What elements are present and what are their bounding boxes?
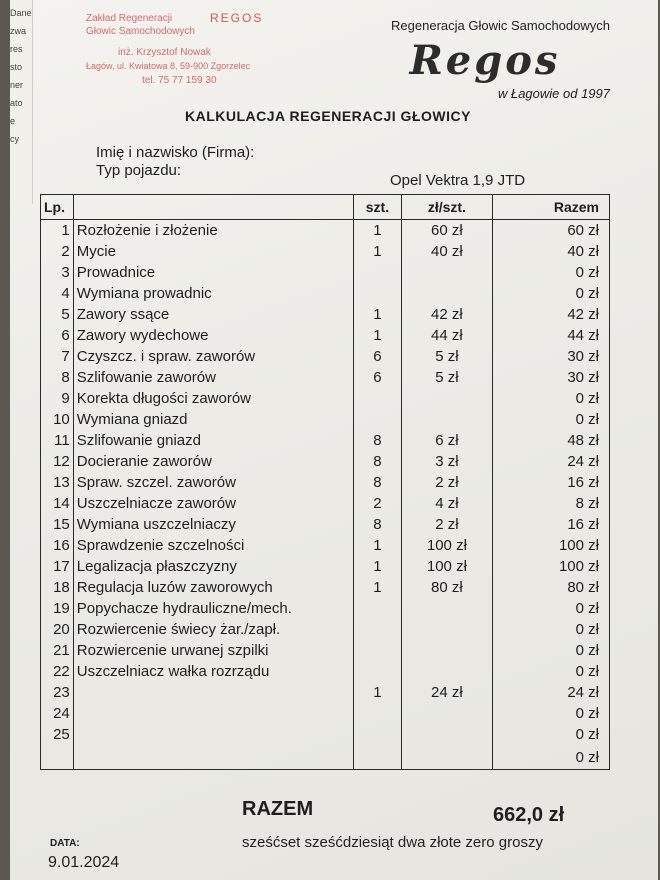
row-total: 60 zł <box>492 220 609 242</box>
row-unit-price: 42 zł <box>401 304 492 325</box>
row-total: 8 zł <box>492 493 609 514</box>
table-row <box>41 514 610 535</box>
row-quantity <box>353 640 401 661</box>
total-in-words: sześćset sześćdziesiąt dwa złote zero groszy <box>242 834 543 851</box>
calculation-table <box>40 194 610 770</box>
row-quantity: 1 <box>353 577 401 598</box>
row-unit-price: 5 zł <box>401 346 492 367</box>
table-row <box>41 262 610 283</box>
row-total: 16 zł <box>492 514 609 535</box>
row-quantity: 1 <box>353 220 401 242</box>
table-row <box>41 346 610 367</box>
row-number: 20 <box>41 619 74 640</box>
row-total: 44 zł <box>492 325 609 346</box>
row-number: 14 <box>41 493 74 514</box>
row-quantity <box>353 724 401 745</box>
table-row <box>41 388 610 409</box>
edge-fragment: ato <box>10 98 23 108</box>
row-number: 21 <box>41 640 74 661</box>
row-operation: Wymiana prowadnic <box>73 283 353 304</box>
row-quantity <box>353 619 401 640</box>
row-total: 0 zł <box>492 283 609 304</box>
row-unit-price <box>401 640 492 661</box>
row-operation: Zawory wydechowe <box>73 325 353 346</box>
table-row <box>41 220 610 242</box>
company-since: w Łagowie od 1997 <box>497 86 610 101</box>
company-header <box>360 18 610 101</box>
table-row <box>41 283 610 304</box>
row-quantity: 6 <box>353 346 401 367</box>
row-total: 30 zł <box>492 367 609 388</box>
row-number: 3 <box>41 262 74 283</box>
table-row <box>41 493 610 514</box>
row-unit-price <box>401 724 492 745</box>
table-row <box>41 430 610 451</box>
row-total: 30 zł <box>492 346 609 367</box>
row-unit-price: 2 zł <box>401 514 492 535</box>
edge-fragment: sto <box>10 62 23 72</box>
row-number: 22 <box>41 661 74 682</box>
row-quantity: 1 <box>353 304 401 325</box>
header-no: Lp. <box>41 195 74 220</box>
row-unit-price: 100 zł <box>401 535 492 556</box>
row-unit-price <box>401 598 492 619</box>
date-label: DATA: <box>50 838 80 849</box>
row-quantity <box>353 262 401 283</box>
row-unit-price: 5 zł <box>401 367 492 388</box>
row-operation: Czyszcz. i spraw. zaworów <box>73 346 353 367</box>
row-total: 0 zł <box>492 262 609 283</box>
edge-fragment: ner <box>10 80 24 90</box>
row-operation: Szlifowanie gniazd <box>73 430 353 451</box>
table-row <box>41 598 610 619</box>
row-total: 0 zł <box>492 724 609 745</box>
table-row <box>41 325 610 346</box>
row-number: 23 <box>41 682 74 703</box>
table-row <box>41 304 610 325</box>
row-total: 0 zł <box>492 409 609 430</box>
row-number: 16 <box>41 535 74 556</box>
row-operation: Uszczelniacz wałka rozrządu <box>73 661 353 682</box>
row-quantity: 6 <box>353 367 401 388</box>
row-number: 13 <box>41 472 74 493</box>
row-operation <box>73 682 353 703</box>
row-quantity <box>353 283 401 304</box>
row-operation <box>73 703 353 724</box>
row-operation: Rozwiercenie urwanej szpilki <box>73 640 353 661</box>
row-total: 24 zł <box>492 682 609 703</box>
header-qty: szt. <box>353 195 401 220</box>
row-operation: Popychacze hydrauliczne/mech. <box>73 598 353 619</box>
row-operation: Szlifowanie zaworów <box>73 367 353 388</box>
row-total: 0 zł <box>492 703 609 724</box>
row-unit-price <box>401 262 492 283</box>
row-unit-price: 2 zł <box>401 472 492 493</box>
row-operation: Korekta długości zaworów <box>73 388 353 409</box>
row-unit-price: 4 zł <box>401 493 492 514</box>
table-row <box>41 577 610 598</box>
row-number: 24 <box>41 703 74 724</box>
edge-fragment: zwa <box>10 26 27 36</box>
stamp-phone: tel. 75 77 159 30 <box>142 75 217 86</box>
row-number: 25 <box>41 724 74 745</box>
row-quantity: 8 <box>353 472 401 493</box>
row-number: 7 <box>41 346 74 367</box>
row-operation: Zawory ssące <box>73 304 353 325</box>
vehicle-field-label: Typ pojazdu: <box>96 162 182 179</box>
adjacent-paper-edge <box>10 0 33 204</box>
row-total: 40 zł <box>492 241 609 262</box>
table-row <box>41 640 610 661</box>
row-number: 19 <box>41 598 74 619</box>
table-row <box>41 535 610 556</box>
edge-fragment: e <box>10 116 16 126</box>
row-unit-price <box>401 661 492 682</box>
row-total: 42 zł <box>492 304 609 325</box>
row-quantity: 2 <box>353 493 401 514</box>
row-number: 6 <box>41 325 74 346</box>
row-total: 100 zł <box>492 535 609 556</box>
row-quantity: 1 <box>353 535 401 556</box>
total-value: 662,0 zł <box>493 804 565 826</box>
table-row <box>41 472 610 493</box>
row-quantity: 1 <box>353 682 401 703</box>
row-number: 8 <box>41 367 74 388</box>
row-unit-price <box>401 388 492 409</box>
stamp-brand: REGOS <box>210 11 264 25</box>
table-row <box>41 619 610 640</box>
row-unit-price: 100 zł <box>401 556 492 577</box>
row-unit-price <box>401 619 492 640</box>
row-number: 12 <box>41 451 74 472</box>
row-quantity: 1 <box>353 241 401 262</box>
row-quantity: 1 <box>353 556 401 577</box>
table-row <box>41 745 610 770</box>
table-row <box>41 451 610 472</box>
row-total: 0 zł <box>492 388 609 409</box>
row-number: 10 <box>41 409 74 430</box>
row-total: 0 zł <box>492 598 609 619</box>
vehicle-value: Opel Vektra 1,9 JTD <box>390 172 526 189</box>
row-unit-price: 40 zł <box>401 241 492 262</box>
row-quantity <box>353 388 401 409</box>
row-operation: Uszczelniacze zaworów <box>73 493 353 514</box>
table-row <box>41 241 610 262</box>
row-unit-price <box>401 703 492 724</box>
table-row <box>41 367 610 388</box>
row-quantity: 8 <box>353 514 401 535</box>
row-number: 9 <box>41 388 74 409</box>
row-quantity <box>353 703 401 724</box>
row-operation: Wymiana uszczelniaczy <box>73 514 353 535</box>
row-total: 0 zł <box>492 745 609 770</box>
row-number: 17 <box>41 556 74 577</box>
table-row <box>41 682 610 703</box>
row-operation <box>73 724 353 745</box>
row-number: 11 <box>41 430 74 451</box>
row-operation: Docieranie zaworów <box>73 451 353 472</box>
stamp-owner: inż. Krzysztof Nowak <box>118 47 211 58</box>
stamp-address: Łagów, ul. Kwiatowa 8, 59-900 Zgorzelec <box>86 61 251 71</box>
table-row <box>41 724 610 745</box>
row-operation <box>73 745 353 770</box>
row-total: 48 zł <box>492 430 609 451</box>
row-number: 15 <box>41 514 74 535</box>
row-unit-price <box>401 745 492 770</box>
row-total: 100 zł <box>492 556 609 577</box>
row-operation: Wymiana gniazd <box>73 409 353 430</box>
row-quantity <box>353 598 401 619</box>
row-total: 24 zł <box>492 451 609 472</box>
name-field-label: Imię i nazwisko (Firma): <box>96 144 255 161</box>
row-operation: Legalizacja płaszczyzny <box>73 556 353 577</box>
row-number <box>41 745 74 770</box>
row-unit-price: 44 zł <box>401 325 492 346</box>
total-label: RAZEM <box>242 798 314 820</box>
row-number: 1 <box>41 220 74 242</box>
edge-fragment: res <box>10 44 23 54</box>
table-row <box>41 556 610 577</box>
row-number: 18 <box>41 577 74 598</box>
table-row <box>41 409 610 430</box>
row-operation: Rozwiercenie świecy żar./zapł. <box>73 619 353 640</box>
row-total: 0 zł <box>492 619 609 640</box>
row-quantity <box>353 661 401 682</box>
row-number: 5 <box>41 304 74 325</box>
stamp-company-name: Zakład Regeneracji Głowic Samochodowych <box>86 13 195 37</box>
row-number: 2 <box>41 241 74 262</box>
row-number: 4 <box>41 283 74 304</box>
row-operation: Rozłożenie i złożenie <box>73 220 353 242</box>
edge-fragment: cy <box>10 134 19 144</box>
row-operation: Prowadnice <box>73 262 353 283</box>
row-unit-price <box>401 283 492 304</box>
row-quantity: 1 <box>353 325 401 346</box>
header-name <box>73 195 353 220</box>
edge-fragment: Dane <box>10 8 32 18</box>
row-total: 16 zł <box>492 472 609 493</box>
row-total: 0 zł <box>492 640 609 661</box>
date-value: 9.01.2024 <box>48 854 120 871</box>
company-tagline: Regeneracja Głowic Samochodowych <box>391 18 610 33</box>
row-total: 80 zł <box>492 577 609 598</box>
row-quantity <box>353 409 401 430</box>
row-operation: Mycie <box>73 241 353 262</box>
header-price: zł/szt. <box>401 195 492 220</box>
document-title: KALKULACJA REGENERACJI GŁOWICY <box>185 108 471 124</box>
row-quantity <box>353 745 401 770</box>
row-unit-price: 60 zł <box>401 220 492 242</box>
row-unit-price: 3 zł <box>401 451 492 472</box>
row-total: 0 zł <box>492 661 609 682</box>
row-quantity: 8 <box>353 430 401 451</box>
row-quantity: 8 <box>353 451 401 472</box>
company-logo: Regos <box>409 37 561 84</box>
row-unit-price: 6 zł <box>401 430 492 451</box>
table-header-row <box>41 195 610 220</box>
header-total: Razem <box>492 195 609 220</box>
row-unit-price <box>401 409 492 430</box>
table-row <box>41 703 610 724</box>
row-operation: Sprawdzenie szczelności <box>73 535 353 556</box>
calculation-document <box>10 0 658 880</box>
table-row <box>41 661 610 682</box>
row-unit-price: 80 zł <box>401 577 492 598</box>
row-unit-price: 24 zł <box>401 682 492 703</box>
row-operation: Spraw. szczel. zaworów <box>73 472 353 493</box>
row-operation: Regulacja luzów zaworowych <box>73 577 353 598</box>
